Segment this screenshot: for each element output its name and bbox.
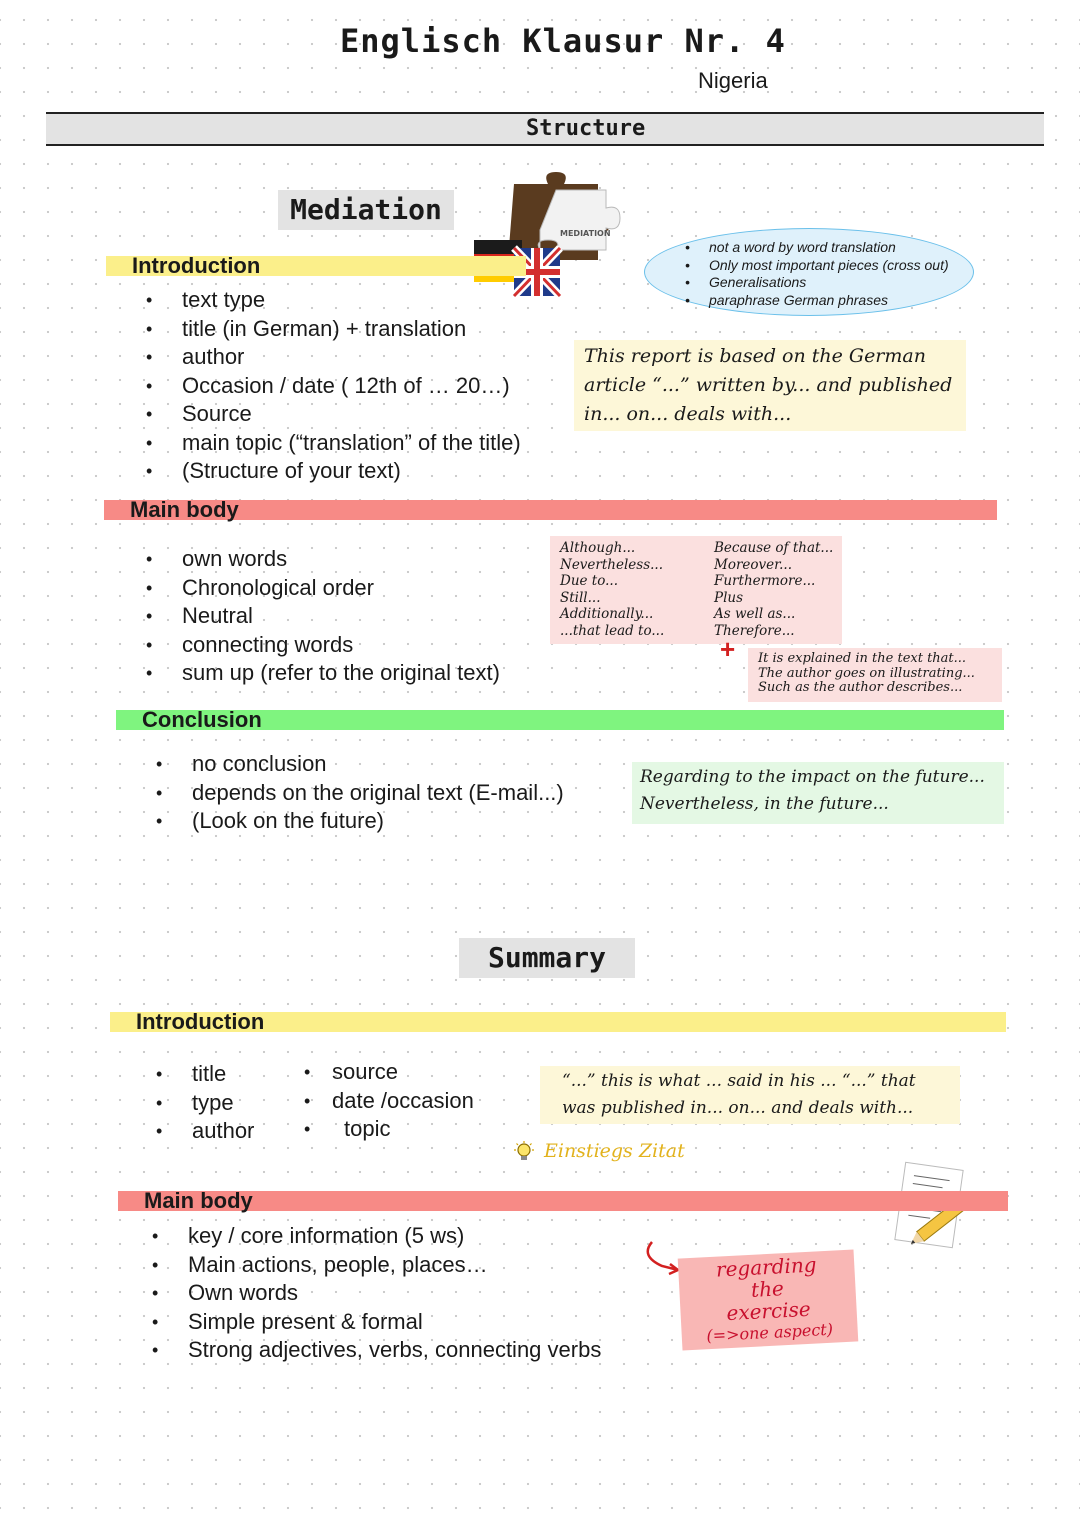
connector-word: Therefore... <box>714 622 795 639</box>
tip-item: • Generalisations <box>709 274 973 292</box>
summary-introduction-list-right <box>304 1058 474 1144</box>
list-item: • key / core information (5 ws) <box>152 1222 601 1251</box>
summary-introduction-list-left <box>156 1060 254 1146</box>
connector-word: ...that lead to... <box>560 622 665 639</box>
exercise-note-line: the <box>750 1276 785 1302</box>
list-item: • text type <box>146 286 521 315</box>
exercise-note-line: exercise <box>725 1296 812 1326</box>
mediation-tips-bubble <box>644 228 974 316</box>
summary-main-body-heading: Main body <box>118 1191 1008 1211</box>
list-item: • sum up (refer to the original text) <box>146 659 500 688</box>
summary-intro-phrase-note: “...” this is what ... said in his ... “...” that was published in... on... and deals with... <box>540 1066 960 1124</box>
connector-word: Plus <box>714 589 744 606</box>
list-item: • title (in German) + translation <box>146 315 521 344</box>
plus-sign: + <box>720 634 736 664</box>
extra-phrase: It is explained in the text that... <box>758 651 967 666</box>
list-item: • main topic (“translation” of the title) <box>146 429 521 458</box>
list-item: • Occasion / date ( 12th of … 20…) <box>146 372 521 401</box>
structure-bar <box>46 112 1044 146</box>
summary-tag: Summary <box>459 938 635 978</box>
list-item: • date /occasion <box>304 1087 474 1116</box>
list-item: • Main actions, people, places… <box>152 1251 601 1280</box>
summary-introduction-heading: Introduction <box>110 1012 1006 1032</box>
page-subtitle: Nigeria <box>698 68 768 93</box>
conclusion-phrase: Nevertheless, in the future... <box>640 794 889 814</box>
list-item: • Own words <box>152 1279 601 1308</box>
exercise-note-line: regarding <box>715 1252 818 1282</box>
extra-phrase: The author goes on illustrating... <box>758 665 975 681</box>
list-item: • Source <box>146 400 521 429</box>
mediation-conclusion-heading: Conclusion <box>116 710 1004 730</box>
list-item: • title <box>156 1060 254 1089</box>
list-item: • Chronological order <box>146 574 500 603</box>
connector-word: As well as... <box>714 606 796 622</box>
connector-word: Although... <box>560 540 636 556</box>
connectors-left <box>560 540 664 639</box>
mediation-main-body-list <box>146 545 500 688</box>
connector-word: Nevertheless... <box>560 556 664 573</box>
list-item: • (Look on the future) <box>156 807 564 836</box>
list-item: • author <box>146 343 521 372</box>
list-item: • author <box>156 1117 254 1146</box>
conclusion-phrases-note <box>632 762 1004 824</box>
connector-word: Additionally... <box>560 606 654 622</box>
tip-item: • Only most important pieces (cross out) <box>709 257 973 275</box>
mediation-introduction-heading: Introduction <box>106 256 526 276</box>
list-item: • (Structure of your text) <box>146 457 521 486</box>
puzzle-icon <box>474 170 644 298</box>
mediation-introduction-list <box>146 286 521 486</box>
connector-word: Because of that... <box>714 540 834 556</box>
connectors-box <box>550 536 842 644</box>
mediation-main-body-heading: Main body <box>104 500 997 520</box>
mediation-conclusion-list <box>156 750 564 836</box>
page-title: Englisch Klausur Nr. 4 <box>340 22 786 60</box>
extra-phrases-box <box>748 648 1002 702</box>
list-item: • depends on the original text (E-mail...) <box>156 779 564 808</box>
list-item: • own words <box>146 545 500 574</box>
mediation-tag: Mediation <box>278 190 454 230</box>
svg-text:MEDIATION: MEDIATION <box>560 229 611 238</box>
list-item: • source <box>304 1058 474 1087</box>
connector-word: Due to... <box>560 573 618 589</box>
list-item: • Neutral <box>146 602 500 631</box>
exercise-note-line: (=>one aspect) <box>705 1319 834 1346</box>
list-item: • Strong adjectives, verbs, connecting verbs <box>152 1336 601 1365</box>
list-item: • no conclusion <box>156 750 564 779</box>
lightbulb-icon <box>512 1140 536 1164</box>
connectors-right <box>714 540 833 639</box>
conclusion-phrase: Regarding to the impact on the future... <box>640 767 985 787</box>
connector-word: Moreover... <box>714 556 792 573</box>
list-item: • connecting words <box>146 631 500 660</box>
exercise-note <box>678 1249 859 1350</box>
list-item: • Simple present & formal <box>152 1308 601 1337</box>
list-item: • type <box>156 1089 254 1118</box>
structure-label: Structure <box>526 116 646 141</box>
summary-main-body-list <box>152 1222 601 1365</box>
puzzle-flags-illustration <box>474 170 644 298</box>
list-item: • topic <box>304 1115 474 1144</box>
connector-word: Still... <box>560 589 601 606</box>
quote-label: Einstiegs Zitat <box>544 1140 685 1162</box>
mediation-intro-phrase-note: This report is based on the German article “...” written by... and published in... on... deals with... <box>574 340 966 431</box>
tip-item: • paraphrase German phrases <box>709 292 973 310</box>
tip-item: • not a word by word translation <box>709 239 973 257</box>
connector-word: Furthermore... <box>714 573 816 589</box>
extra-phrase: Such as the author describes... <box>758 680 963 695</box>
